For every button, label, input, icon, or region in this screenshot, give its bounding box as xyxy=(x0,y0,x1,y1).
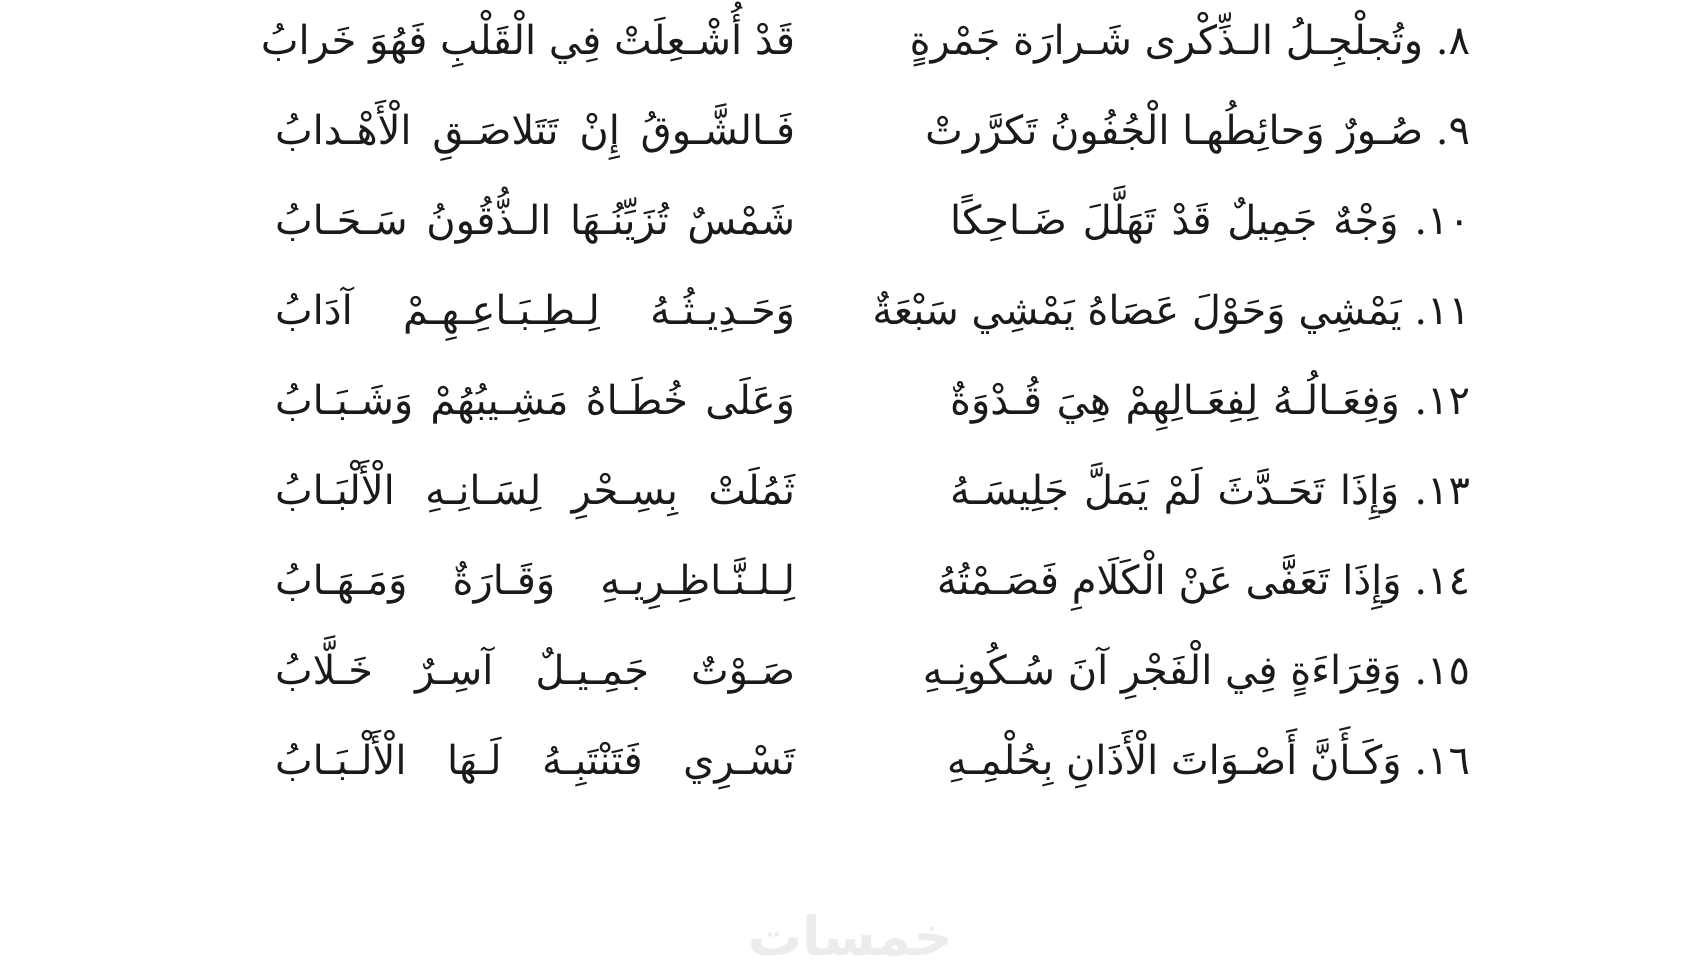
first-hemistich xyxy=(946,716,1470,806)
first-hemistich-text: وَجْهٌ جَمِيلٌ قَدْ تَهَلَّلَ ضَـاحِكًا xyxy=(950,198,1399,244)
verse-number: ١٤. xyxy=(1414,558,1470,604)
verse-number: ١٠. xyxy=(1414,198,1470,244)
verse-row xyxy=(0,0,1700,86)
verse-number: ١٥. xyxy=(1414,648,1470,694)
first-hemistich-text: وَإِذَا تَعَفَّى عَنْ الْكَلَامِ فَصَـمْتُهُ xyxy=(936,558,1402,604)
second-hemistich: شَمْسٌ تُزَيِّنُـهَا الـذُّقُونُ سَـحَـابُ xyxy=(275,198,795,244)
second-hemistich: وَعَلَى خُطَـاهُ مَشِـيبُهُمْ وَشَـبَـابُ xyxy=(275,378,795,424)
first-hemistich xyxy=(922,626,1470,716)
second-hemistich: صَـوْتٌ جَمِـيـلٌ آسِـرٌ خَـلَّابُ xyxy=(275,648,795,694)
verse-row xyxy=(0,716,1700,806)
verse-number: ١٦. xyxy=(1414,738,1470,784)
verse-number: ٩. xyxy=(1435,108,1470,154)
verse-number: ١١. xyxy=(1414,288,1470,334)
verse-number: ٨. xyxy=(1435,18,1470,64)
verse-row xyxy=(0,176,1700,266)
second-hemistich: لِـلـنَّـاظِـرِيـهِ وَقَـارَةٌ وَمَـهَـابُ xyxy=(275,558,795,604)
first-hemistich xyxy=(950,176,1470,266)
first-hemistich xyxy=(872,266,1470,356)
first-hemistich-text: صُـورٌ وَحائِطُهـا الْجُفُونُ تَكرَّرتْ xyxy=(925,108,1424,154)
first-hemistich xyxy=(909,0,1470,86)
second-hemistich: فَـالشَّـوقُ إِنْ تَتَلاصَـقِ الْأَهْـدابُ xyxy=(275,108,795,154)
first-hemistich-text: وَفِعَـالُـهُ لِفِعَـالِهِمْ هِيَ قُـدْوَةٌ xyxy=(950,378,1400,424)
first-hemistich-text: وَكَـأَنَّ أَصْـوَاتَ الْأَذَانِ بِحُلْمِـهِ xyxy=(946,738,1402,784)
verse-row xyxy=(0,536,1700,626)
first-hemistich-text: يَمْشِي وَحَوْلَ عَصَاهُ يَمْشِي سَبْعَةٌ xyxy=(872,288,1402,334)
verse-number: ١٣. xyxy=(1414,468,1470,514)
verse-row xyxy=(0,626,1700,716)
second-hemistich: قَدْ أُشْـعِلَتْ فِي الْقَلْبِ فَهُوَ خَرابُ xyxy=(260,18,795,64)
second-hemistich: تَسْـرِي فَتَنْتَبِـهُ لَـهَا الْأَلْـبَـابُ xyxy=(275,738,795,784)
second-hemistich: وَحَـدِيـثُـهُ لِـطِـبَـاعِـهِـمْ آدَابُ xyxy=(275,288,795,334)
first-hemistich xyxy=(950,446,1470,536)
verse-row xyxy=(0,356,1700,446)
verse-number: ١٢. xyxy=(1414,378,1470,424)
verse-row xyxy=(0,446,1700,536)
first-hemistich-text: وَقِرَاءَةٍ فِي الْفَجْرِ آنَ سُـكُونِـهِ xyxy=(922,648,1402,694)
first-hemistich-text: وَإِذَا تَحَـدَّثَ لَمْ يَمَلَّ جَلِيسَـهُ xyxy=(950,468,1400,514)
first-hemistich-text: وتُجلْجِـلُ الـذِّكْرى شَـرارَة جَمْرةٍ xyxy=(909,18,1424,64)
first-hemistich xyxy=(925,86,1470,176)
site-watermark: خمسات xyxy=(747,905,953,968)
verse-row xyxy=(0,86,1700,176)
verse-row xyxy=(0,266,1700,356)
first-hemistich xyxy=(936,536,1470,626)
first-hemistich xyxy=(950,356,1470,446)
second-hemistich: ثَمُلَتْ بِسِـحْرِ لِسَـانِـهِ الْأَلْبَـابُ xyxy=(275,468,795,514)
